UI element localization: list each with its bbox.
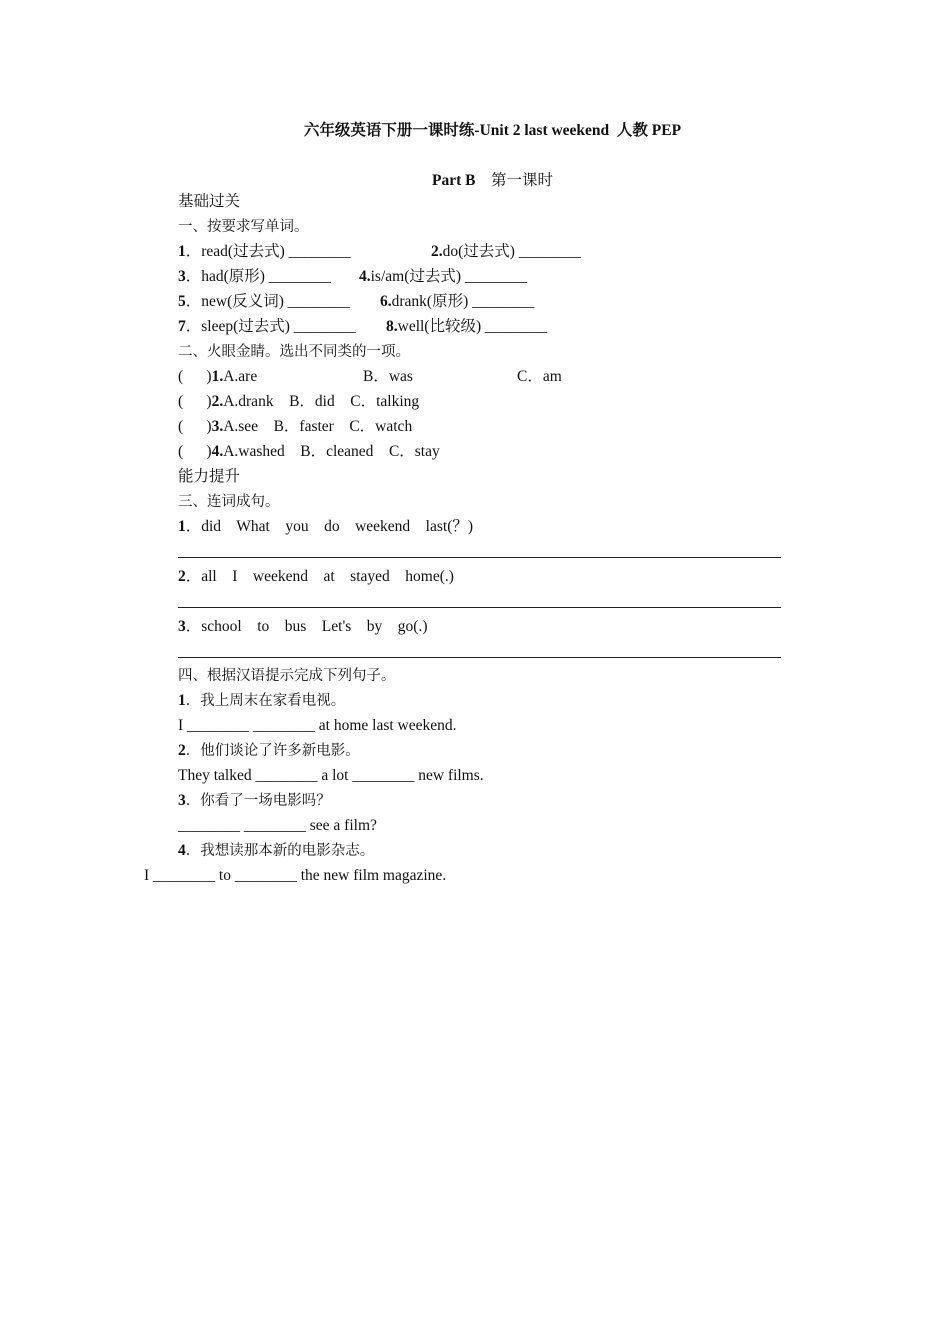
s1-item-1-text: ．read(过去式) ________ [185,243,351,260]
option-a: A.are [223,368,258,385]
s3-item-1-num: 1 [178,518,186,535]
answer-paren: ( ) [178,418,212,435]
s1-item-5-text: ．new(反义词) ________ [185,293,350,310]
s1-item-1-num: 1 [178,243,186,260]
option-b: B．faster [273,418,334,435]
s1-item-2-num: 2. [431,243,443,260]
s1-item-4-num: 4. [359,268,371,285]
s4-item-2-prompt: ．他们谈论了许多新电影。 [185,743,360,759]
s4-item-1-en: I ________ ________ at home last weekend. [178,717,457,734]
s1-item-7-num: 7 [178,318,186,335]
s1-item-3 [178,267,331,287]
s2-item-2-num: 2. [211,393,224,410]
option-b: B．cleaned [300,443,374,460]
section4-heading: 四、根据汉语提示完成下列句子。 [178,668,396,684]
part-header [0,168,950,190]
s1-item-1 [178,242,351,262]
s4-item-3-num: 3 [178,792,186,809]
s1-item-6 [380,292,534,312]
ability-heading: 能力提升 [178,468,241,485]
worksheet-title: 六年级英语下册一课时练-Unit 2 last weekend 人教 PEP [303,122,682,139]
option-c: C．stay [388,443,440,460]
s2-item-1-num: 1. [211,368,224,385]
option-a: A.see [223,418,259,435]
option-a: A.drank [223,393,274,410]
s1-item-7-text: ．sleep(过去式) ________ [185,318,356,335]
answer-paren: ( ) [178,368,212,385]
s3-item-2-num: 2 [178,568,186,585]
s2-item-4-num: 4. [211,443,224,460]
section3-heading: 三、连词成句。 [178,494,280,510]
answer-line[interactable] [178,657,781,658]
s2-item-2 [178,392,419,412]
s2-item-3-num: 3. [211,418,224,435]
s2-item-1-b: B．was [363,368,413,385]
s1-item-5 [178,292,350,312]
s1-item-6-text: drank(原形) ________ [391,293,535,310]
option-a: A.washed [223,443,285,460]
s2-item-4 [178,442,440,462]
lesson-label: 第一课时 [490,172,553,189]
s4-item-3-cn [178,791,331,811]
s1-item-8-text: well(比较级) ________ [397,318,548,335]
s4-item-1-cn [178,691,345,711]
s3-item-3-num: 3 [178,618,186,635]
s4-item-2-en: They talked ________ a lot ________ new films. [178,767,484,784]
s1-item-8-num: 8. [386,318,398,335]
s1-item-5-num: 5 [178,293,186,310]
s4-item-4-en: I ________ to ________ the new film magazine. [144,867,447,884]
s1-item-4 [359,267,527,287]
section2-heading: 二、火眼金睛。选出不同类的一项。 [178,344,410,360]
s3-item-1 [178,517,473,537]
s1-item-8 [386,317,547,337]
s1-item-2 [431,242,581,262]
s4-item-4-num: 4 [178,842,186,859]
answer-line[interactable] [178,607,781,608]
s3-item-3-text: ．school to bus Let's by go(.) [185,618,428,635]
s3-item-1-text: ．did What you do weekend last(？) [185,518,474,535]
s4-item-2-cn [178,741,360,761]
s1-item-4-text: is/am(过去式) ________ [370,268,527,285]
part-label: Part B [432,172,476,189]
s1-item-3-num: 3 [178,268,186,285]
option-c: C．watch [349,418,413,435]
s1-item-6-num: 6. [380,293,392,310]
section1-heading: 一、按要求写单词。 [178,219,309,235]
answer-line[interactable] [178,557,781,558]
basic-heading: 基础过关 [178,193,241,210]
s4-item-1-num: 1 [178,692,186,709]
answer-paren: ( ) [178,443,212,460]
s1-item-3-text: ．had(原形) ________ [185,268,331,285]
s4-item-3-en: ________ ________ see a film? [178,817,377,834]
s4-item-4-cn [178,841,374,861]
s1-item-2-text: do(过去式) ________ [442,243,581,260]
s1-item-7 [178,317,356,337]
s4-item-1-prompt: ．我上周末在家看电视。 [185,693,346,709]
s3-item-2 [178,567,454,587]
option-b: B．did [289,393,335,410]
s2-item-3 [178,417,412,437]
option-c: C．talking [350,393,420,410]
s3-item-2-text: ．all I weekend at stayed home(.) [185,568,454,585]
s4-item-4-prompt: ．我想读那本新的电影杂志。 [185,843,375,859]
answer-paren: ( ) [178,393,212,410]
s3-item-3 [178,617,427,637]
s4-item-3-prompt: ．你看了一场电影吗？ [185,793,331,809]
s2-item-1 [178,367,257,387]
s4-item-2-num: 2 [178,742,186,759]
s2-item-1-c: C．am [517,368,562,385]
